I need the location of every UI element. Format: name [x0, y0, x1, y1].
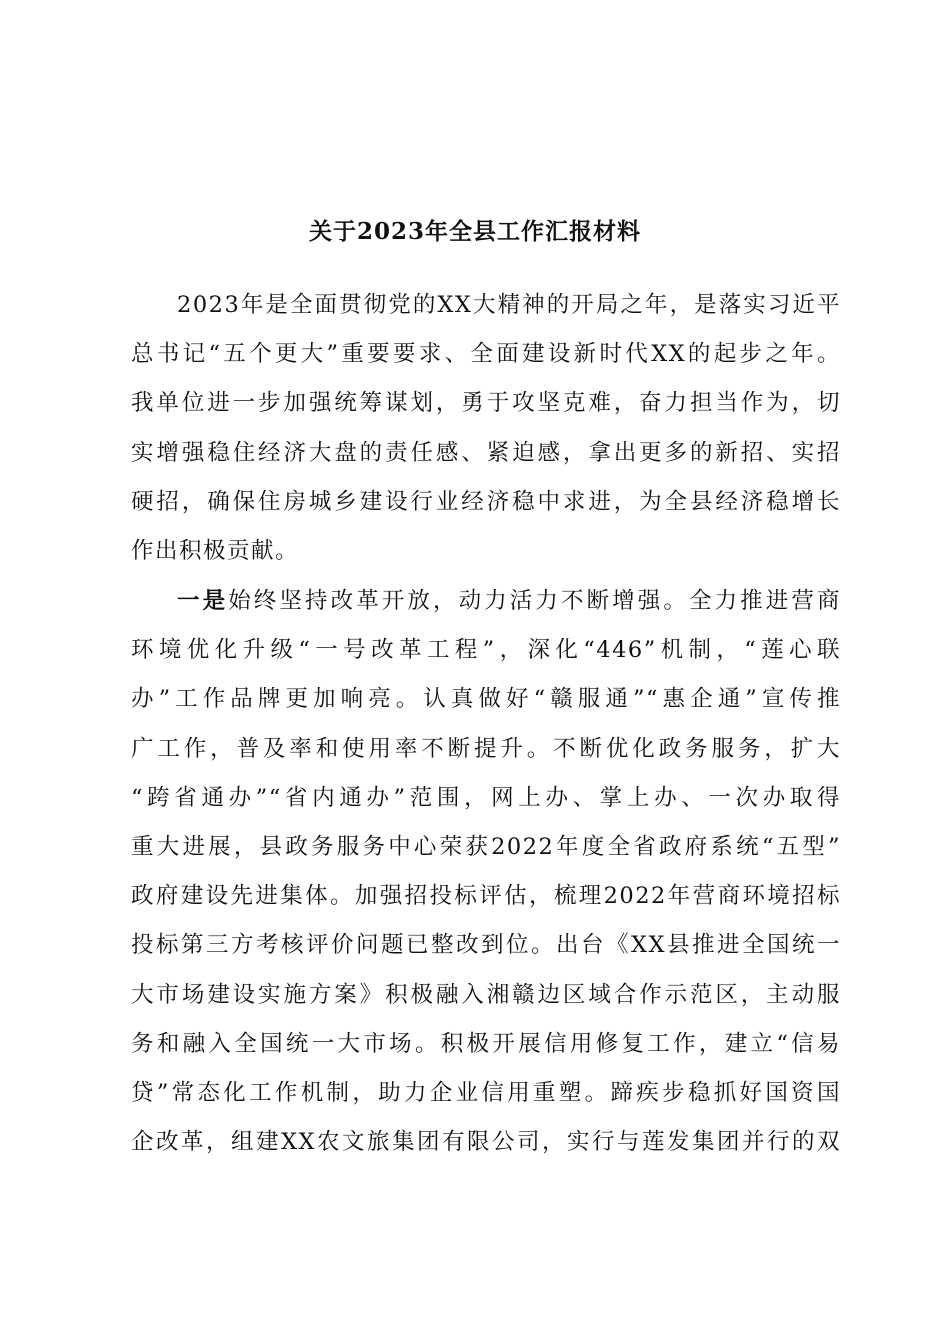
- paragraph-intro: [131, 281, 841, 576]
- paragraph-line: 企改革，组建XX农文旅集团有限公司，实行与莲发集团并行的双: [131, 1129, 841, 1156]
- paragraph-line: 硬招，确保住房城乡建设行业经济稳中求进，为全县经济稳增长: [131, 488, 841, 515]
- paragraph-line: 务和融入全国统一大市场。积极开展信用修复工作，建立“信易: [131, 1030, 841, 1057]
- paragraph-line: 实增强稳住经济大盘的责任感、紧迫感，拿出更多的新招、实招: [131, 439, 841, 466]
- paragraph-line: 大市场建设实施方案》积极融入湘赣边区域合作示范区，主动服: [131, 981, 841, 1008]
- paragraph-reform: [131, 577, 841, 1167]
- paragraph-line: 重大进展，县政务服务中心荣获2022年度全省政府系统“五型”: [131, 834, 841, 861]
- paragraph-line: 办”工作品牌更加响亮。认真做好“赣服通”“惠企通”宣传推: [131, 686, 841, 713]
- paragraph-line: 广工作，普及率和使用率不断提升。不断优化政务服务，扩大: [131, 735, 841, 762]
- paragraph-line-rest: 始终坚持改革开放，动力活力不断增强。全力推进营商: [228, 588, 841, 614]
- paragraph-line: “跨省通办”“省内通办”范围，网上办、掌上办、一次办取得: [131, 784, 841, 811]
- paragraph-line: 2023年是全面贯彻党的XX大精神的开局之年，是落实习近平: [177, 292, 841, 318]
- paragraph-line: 投标第三方考核评价问题已整改到位。出台《XX县推进全国统一: [131, 932, 841, 959]
- paragraph-line: 我单位进一步加强统筹谋划，勇于攻坚克难，奋力担当作为，切: [131, 390, 841, 417]
- paragraph-line: 作出积极贡献。: [131, 538, 300, 565]
- paragraph-lead: 一是: [177, 588, 229, 614]
- paragraph-line: 总书记“五个更大”重要要求、全面建设新时代XX的起步之年。: [131, 341, 841, 368]
- paragraph-line: 环境优化升级“一号改革工程”，深化“446”机制，“莲心联: [131, 637, 841, 664]
- document-title: 关于2023年全县工作汇报材料: [308, 218, 641, 245]
- paragraph-line: 贷”常态化工作机制，助力企业信用重塑。蹄疾步稳抓好国资国: [131, 1080, 841, 1107]
- paragraph-line: [131, 577, 841, 626]
- paragraph-line: 政府建设先进集体。加强招投标评估，梳理2022年营商环境招标: [131, 883, 841, 910]
